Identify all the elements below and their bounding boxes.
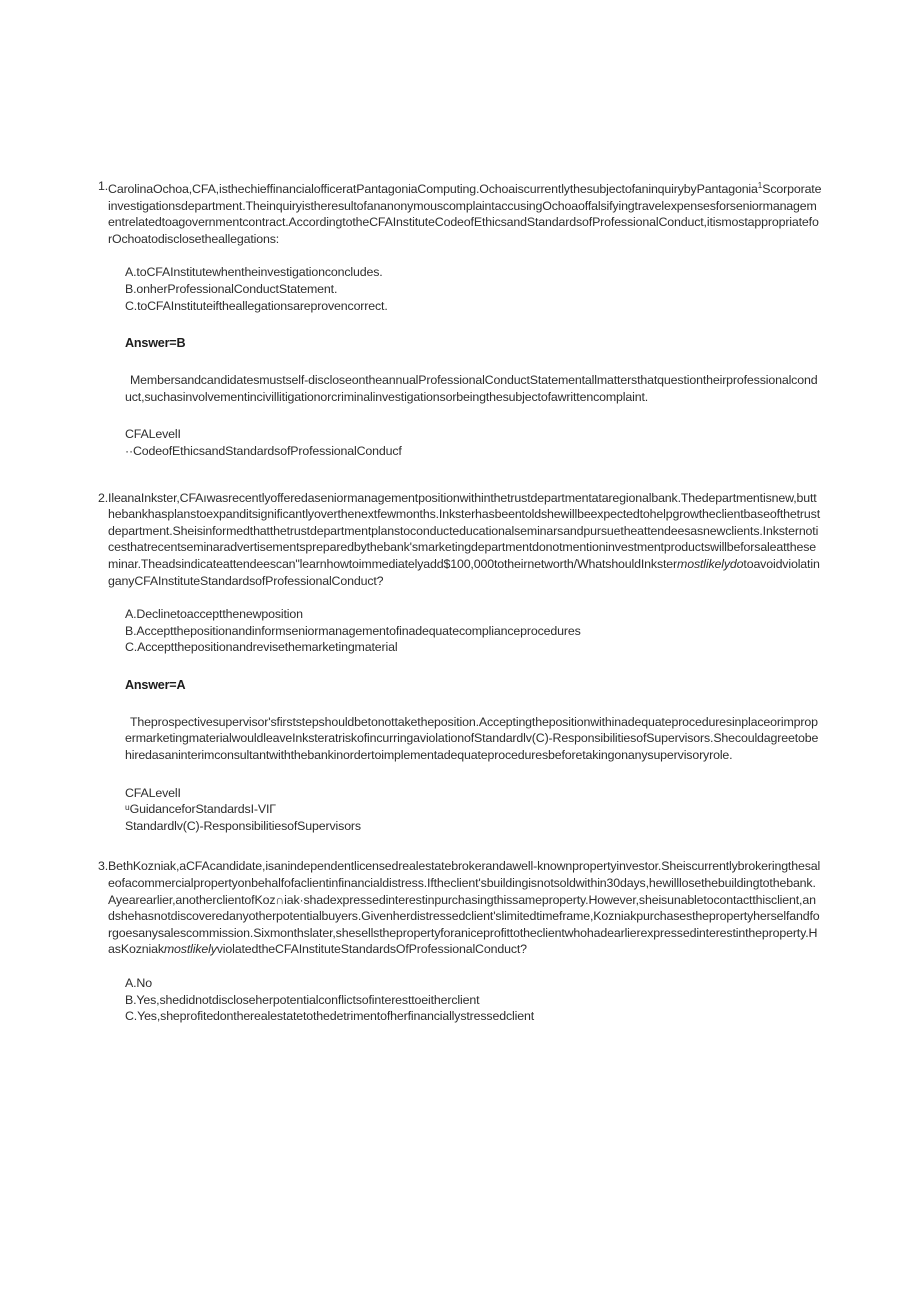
explanation-line: discloseontheannualProfessionalConductStatementallmattersthatquestiontheirprofessionalconduct,suchas [125,373,818,404]
answer-label-1: Answer=B [125,336,186,351]
section-gap [98,460,822,490]
stem-line: BethKozniak,aCFAcandidate,isanindependentlicensedrealestatebrokerandawell- [108,859,538,874]
stem-line: entofKoz∩iak·shadexpressedinterestinpurchasingthissameproperty.However,sheisunabletocontactthisclie [227,892,790,907]
question-text-2 [108,490,822,590]
references-1 [125,426,822,459]
option-c-2[interactable]: C.Acceptthepositionandrevisethemarketingmaterial [125,640,398,655]
explanation-2 [125,714,822,764]
stem-line: purchasesthepropertyherselfandforgoesanysalescommission.Sixmonthslater,shesellsthepropertyforanice [108,909,820,940]
explanation-line: eduresinplaceorimpropermarketingmaterialwouldleaveInksteratriskofincurringaviolationofStandardlv(C)- [125,714,818,746]
stem-line: ngOchoaoffalsifyingtravelexpensesforseniormanagementrelatedtoagovernmentcontract.AccordingtotheC [108,198,817,230]
options-list-3 [125,975,822,1025]
stem-line: nt,andshehasnotdiscoveredanyotherpotentialbuyers.Givenherdistressedclient'slimitedtimeframe,Kozniak [108,892,816,924]
option-c-3[interactable]: C.Yes,sheprofitedontherealestatetothedetrimentofherfinanciallystressedclient [125,1009,534,1024]
stem-line: ldshewillbeexpectedtohelpgrowtheclientbaseofthetrustdepartment.Sheisinformedthatthetrustdepartmentpl [108,507,820,538]
question-block-2 [98,490,822,835]
reference-standard: Standardlv(C)-ResponsibilitiesofSupervisors [125,818,361,833]
section-gap [98,834,822,858]
stem-line: teStandardsOfProfessionalConduct? [330,942,527,957]
stem-line: knownpropertyinvestor.Sheiscurrentlybrokeringthesaleofacommercialpropertyonbehalfofaclientinfinancial [108,859,821,891]
explanation-line: involvementincivillitigationorcriminalinvestigationsorbeingthesubjectofawrittencomplaint. [182,389,649,404]
option-a-1[interactable]: A.toCFAInstitutewhentheinvestigationconcludes. [125,265,383,280]
stem-line: distress.Iftheclient'sbuildingisnotsoldwithin30days,hewilllosethebuildingtothebank.Ayearearlier,anothercli [108,876,816,907]
stem-line-italicized: InkstermostlikelydotoavoidviolatinganyCFAInstituteStandardsofProfessionalConduct? [108,556,820,588]
stem-line: heseminar.Theadsindicateattendeescan"learnhowtoimmediatelyadd$100,000totheirnetworth/Whatshould [108,540,817,571]
options-list-2 [125,606,822,656]
question-stem-1 [98,178,822,247]
question-stem-3 [98,858,822,958]
question-text-1 [108,178,822,247]
explanation-line: Theprospectivesupervisor'sfirststepshouldbetonottaketheposition.Acceptingthepositionwithinadequateproc [130,714,695,729]
option-a-3[interactable]: A.No [125,976,152,990]
stem-line-italicized: profittotheclientwhohadearlierexpressedinterestintheproperty.HasKozniakmostlikelyviolatedtheCFAInstitu [108,925,818,957]
options-list-1 [125,264,822,314]
stem-line: IleanaInkster,CFAıwasrecentlyofferedaseniormanagementpositionwithinthetrustdepartmentataregionalbank. [108,490,681,505]
explanation-line: ResponsibilitiesofSupervisors.Shecouldagreetobehiredasaninterimconsultantwiththebankinordertoimplem [125,731,819,763]
stem-line: byPantagonia$^1$Scorporateinvestigationsdepartment.Theinquiryistheresultofananonymouscomplaintaccusi [108,181,822,213]
reference-level: CFALevelI [125,427,181,442]
stem-line: legations: [227,231,280,246]
option-b-3[interactable]: B.Yes,shedidnotdiscloseherpotentialconflictsofinteresttoeitherclient [125,992,480,1007]
option-a-2[interactable]: A.Declinetoacceptthenewposition [125,607,303,622]
explanation-line: entadequateproceduresbeforetakingonanysupervisoryrole. [420,748,733,763]
emphasis-most-likely: mostlikelydo [677,556,744,571]
question-number-3: 3. [98,859,109,874]
stem-line: dvertisementspreparedbythebank'smarketingdepartmentdonotmentioninvestmentproductswillbeforsaleatt [230,540,790,555]
reference-guidance: ᵘGuidanceforStandardsI-VIΓ [125,802,276,817]
stem-line: anstoconducteducationalseminarsandpursuetheattendeesasnewclients.Inksternoticesthatrecentseminara [108,523,819,555]
question-number-2: 2. [98,490,109,505]
emphasis-most-likely: mostlikely [163,942,217,957]
explanation-line: Membersandcandidatesmustself- [130,373,309,388]
stem-line: FAInstituteCodeofEthicsandStandardsofProfessionalConduct,itismostappropriateforOchoatodisclosetheal [108,215,819,246]
option-b-1[interactable]: B.onherProfessionalConductStatement. [125,281,338,296]
stem-line: CarolinaOchoa,CFA,isthechieffinancialofficeratPantagoniaComputing.Ochoaiscurrentlythesubjectofaninquiry [108,182,684,196]
questions-container [98,178,822,1025]
question-block-1 [98,178,822,460]
references-2 [125,785,822,835]
superscript-mark: 1 [757,181,763,190]
option-b-2[interactable]: B.Acceptthepositionandinformseniormanagementofinadequatecomplianceprocedures [125,623,581,638]
question-text-3 [108,858,822,958]
reference-topic: ··CodeofEthicsandStandardsofProfessionalConducf [125,443,402,458]
answer-label-2: Answer=A [125,677,186,692]
reference-level: CFALevelI [125,785,181,800]
stem-line: Thedepartmentisnew,butthebankhasplanstoexpanditsignificantlyoverthenextfewmonths.Inksterhasbeento [108,490,817,522]
question-block-3 [98,858,822,1024]
option-c-1[interactable]: C.toCFAInstituteiftheallegationsareprovencorrect. [125,298,388,313]
explanation-1 [125,372,822,405]
question-number-1: 1. [98,179,109,193]
question-stem-2 [98,490,822,590]
